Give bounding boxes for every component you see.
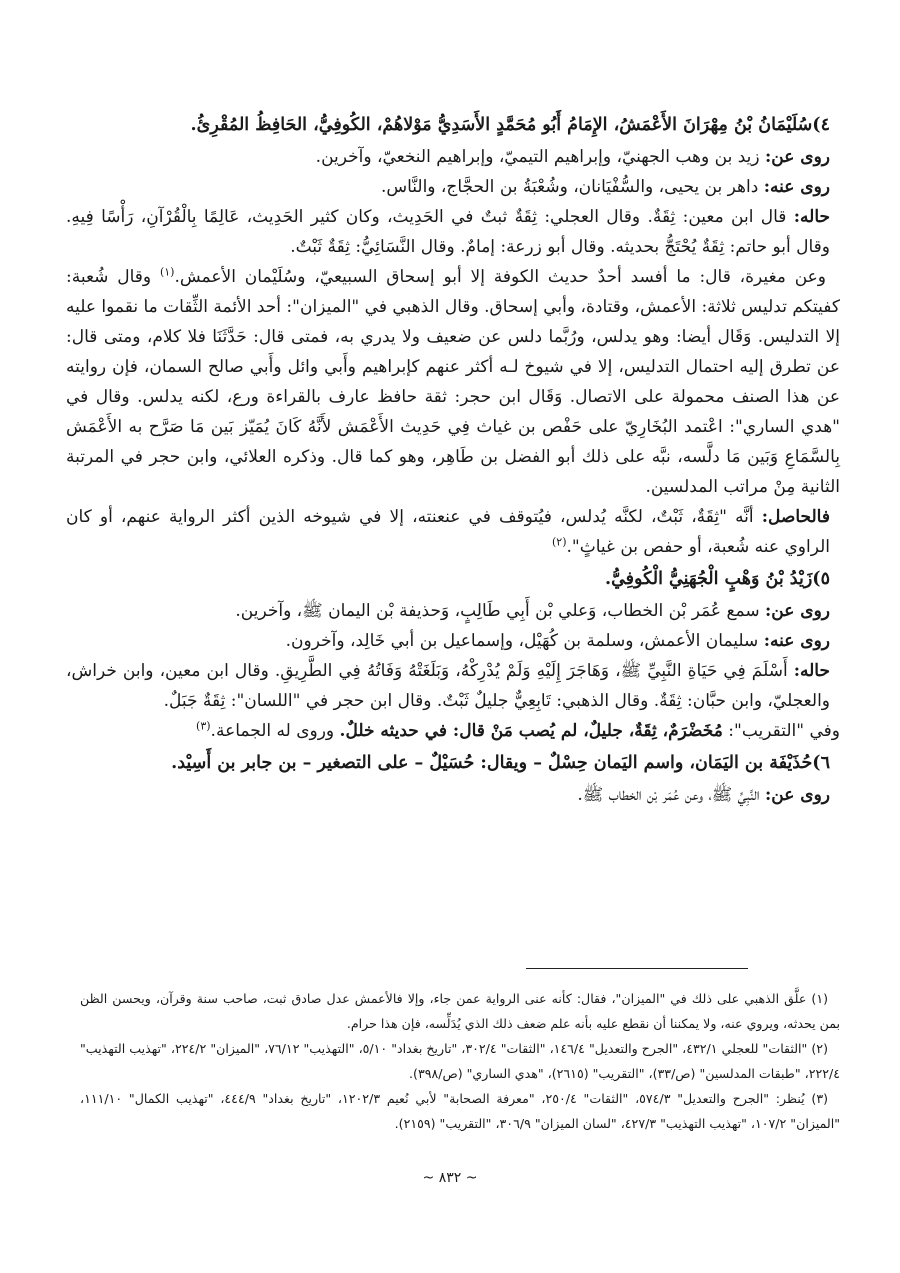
conclusion-text: أنَّه "ثِقَةٌ، ثَبْتٌ، لكنَّه يُدلس، فيُتوقف في عنعنته، إلا في شيوخه الذين أكثر الرواية عنهم، أو كان الراوي عنه شُعبة، أو حفص بن غياثٍ". (66, 507, 830, 557)
narrated-from-text: زيد بن وهب الجهنيّ، وإبراهيم التيميّ، وإبراهيم النخعيّ، وآخرين. (315, 147, 760, 167)
footnote-ref: (٣) (196, 719, 211, 733)
taqrib-suffix: وروى له الجماعة. (210, 721, 335, 741)
narrated-by (66, 172, 840, 202)
narrated-by-text: سليمان الأعمش، وسلمة بن كُهَيْل، وإسماعيل بن أبي خَالِد، وآخرون. (285, 631, 759, 651)
taqrib-paragraph (66, 716, 840, 746)
narrated-by-label: روى عنه: (763, 631, 830, 651)
entry-heading: ٤)سُلَيْمَانُ بْنُ مِهْرَانَ الأَعْمَشُ، الإِمَامُ أَبُو مُحَمَّدٍ الأَسَدِيُّ مَوْلاهُمْ، الكُوفِيُّ، الحَافِظُ المُقْرِئُ. (190, 115, 830, 135)
entry-heading: ٦)حُذَيْفَة بن اليَمَان، واسم اليَمان حِسْلٌ – ويقال: حُسَيْلٌ – على التصغير – بن جابر بن أَسِيْد. (171, 753, 830, 773)
status-label: حاله: (793, 207, 831, 227)
status-text: قال ابن معين: ثِقَةٌ. وقال العجلي: ثِقَةٌ ثبتٌ في الحَدِيث، وكان كثير الحَدِيث، عَالِمًا بِالْقُرْآنِ، رَأْسًا فِيهِ. وقال أبو حاتم: ثِقَةٌ يُحْتَجُّ بحديثه. وقال أبو زرعة: إمامٌ. وقال النَّسَائِيُّ: ثِقَةٌ ثَبْتٌ. (66, 207, 830, 257)
footnote-ref: (٢) (552, 535, 567, 549)
footnotes (80, 986, 840, 1136)
paragraph-text: وقال شُعبة: كفيتكم تدليس ثلاثة: الأعمش، وقتادة، وأبي إسحاق. وقال الذهبي في "الميزان": أحد الأئمة الثِّقات ما نقموا عليه إلا التدليس. وَقَال أيضا: وهو يدلس، ورُبَّما دلس عن ضعيف ولا يدري به، فمتى قال: حَدَّثَنَا فلا كلام، ومتى قال: عن تطرق إليه احتمال التدليس، إلا في شيوخ لـه أكثر عنهم كإبراهيم وأَبي وائل وأَبي صالح السمان، فإن روايته عن هذا الصنف محمولة على الاتصال. وَقَال ابن حجر: ثقة حافظ عارف بالقراءة ورع، لكنه يدلس. وقال في "هدي الساري": اعْتمد البُخَارِيّ على حَفْص بن غياث فِي حَدِيث الأَعْمَش لأَنَّهُ كَانَ يُمَيّز بَين مَا صَرَّح به الأَعْمَش بِالسَّمَاعِ وَبَين مَا دلَّسه، نبَّه على ذلك أبو الفضل بن طَاهِر، وهو كما قال. وذكره العلائي، وابن حجر في المرتبة الثانية مِنْ مراتب المدلسين. (65, 267, 840, 497)
narrated-from (66, 780, 840, 810)
narrated-by-label: روى عنه: (763, 177, 830, 197)
footnote: (٣) يُنظر: "الجرح والتعديل" ٥٧٤/٣، "الثقات" ٢٥٠/٤، "معرفة الصحابة" لأبي نُعيم ١٢٠٢/٣، "تاريخ بغداد" ٤٤٤/٩، "تهذيب الكمال" ١١١/١٠، "الميزان" ١٠٧/٢، "تهذيب التهذيب" ٤٢٧/٣، "لسان الميزان" ٣٠٦/٩، "التقريب" (٢١٥٩). (80, 1091, 840, 1131)
narrated-by-text: داهر بن يحيى، والسُّفْيَانان، وشُعْبَةُ بن الحجَّاج، والنَّاس. (380, 177, 759, 197)
entry-heading: ٥)زَيْدُ بْنُ وَهْبٍ الْجُهَنِيُّ الْكُوفِيُّ. (605, 569, 830, 589)
main-text (66, 108, 840, 810)
taqrib-prefix: وفي "التقريب": (728, 721, 840, 741)
conclusion-label: فالحاصل: (761, 507, 830, 527)
narrated-by (66, 626, 840, 656)
status-paragraph (66, 202, 840, 262)
narrated-from-label: روى عن: (764, 601, 830, 621)
footnote: (٢) "الثقات" للعجلي ٤٣٢/١، "الجرح والتعديل" ١٤٦/٤، "الثقات" ٣٠٢/٤، "تاريخ بغداد" ٥/١٠، "التهذيب" ٧٦/١٢، "الميزان" ٢٢٤/٢، "تهذيب التهذيب" ٢٢٢/٤، "طبقات المدلسين" (ص/٣٣)، "التقريب" (٢٦١٥)، "هدي الساري" (ص/٣٩٨). (80, 1041, 840, 1081)
paragraph-text: وعن مغيرة، قال: ما أفسد أحدٌ حديث الكوفة إلا أبو إسحاق السبيعيّ، وسُلَيْمان الأعمش. (174, 267, 826, 287)
narrated-from (66, 142, 840, 172)
narrated-from (66, 596, 840, 626)
body-paragraph (66, 262, 840, 502)
page-number: ~ ٨٣٢ ~ (422, 1170, 478, 1186)
footnote-ref: (١) (159, 265, 175, 279)
narrated-from-text: النَّبِيِّ ﷺ، وعن عُمَر بْن الخطاب ﷺ. (577, 785, 760, 805)
footnote-separator (526, 968, 748, 969)
narrated-from-label: روى عن: (764, 785, 830, 805)
status-paragraph (66, 656, 840, 716)
conclusion-paragraph (66, 502, 840, 562)
narrated-from-text: سمع عُمَر بْن الخطاب، وَعلي بْن أَبِي طَالِبٍ، وَحذيفة بْن اليمان ﷺ، وآخرين. (235, 601, 760, 621)
narrated-from-label: روى عن: (764, 147, 830, 167)
taqrib-verdict: مُخَضْرَمٌ، ثِقَةٌ، جليلٌ، لم يُصب مَنْ قال: في حديثه خللٌ. (339, 721, 723, 741)
footnote: (١) علَّق الذهبي على ذلك في "الميزان"، فقال: كأنه عنى الرواية عمن جاء، وإلا فالأعمش عدل صادق ثبت، صاحب سنة وقرآن، ويحسن الظن بمن يحدثه، ويروي عنه، ولا يمكننا أن نقطع عليه بأنه علم ضعف ذلك الذي يُدَلِّسه، فإن هذا حرام. (80, 991, 840, 1031)
status-label: حاله: (793, 661, 830, 681)
status-text: أَسْلَمَ فِي حَيَاةِ النَّبِيِّ ﷺ، وَهَاجَرَ إِلَيْهِ وَلَمْ يُدْرِكْهُ، وَبَلَغَتْهُ وَفَاتُهُ فِي الطَّرِيقِ. وقال ابن معين، وابن خراش، والعجليّ، وابن حبَّان: ثِقَةٌ. وقال الذهبي: تَابِعِيٌّ جليلٌ ثَبْتٌ. وقال ابن حجر في "اللسان": ثِقَةٌ جَبَلٌ. (66, 661, 830, 711)
